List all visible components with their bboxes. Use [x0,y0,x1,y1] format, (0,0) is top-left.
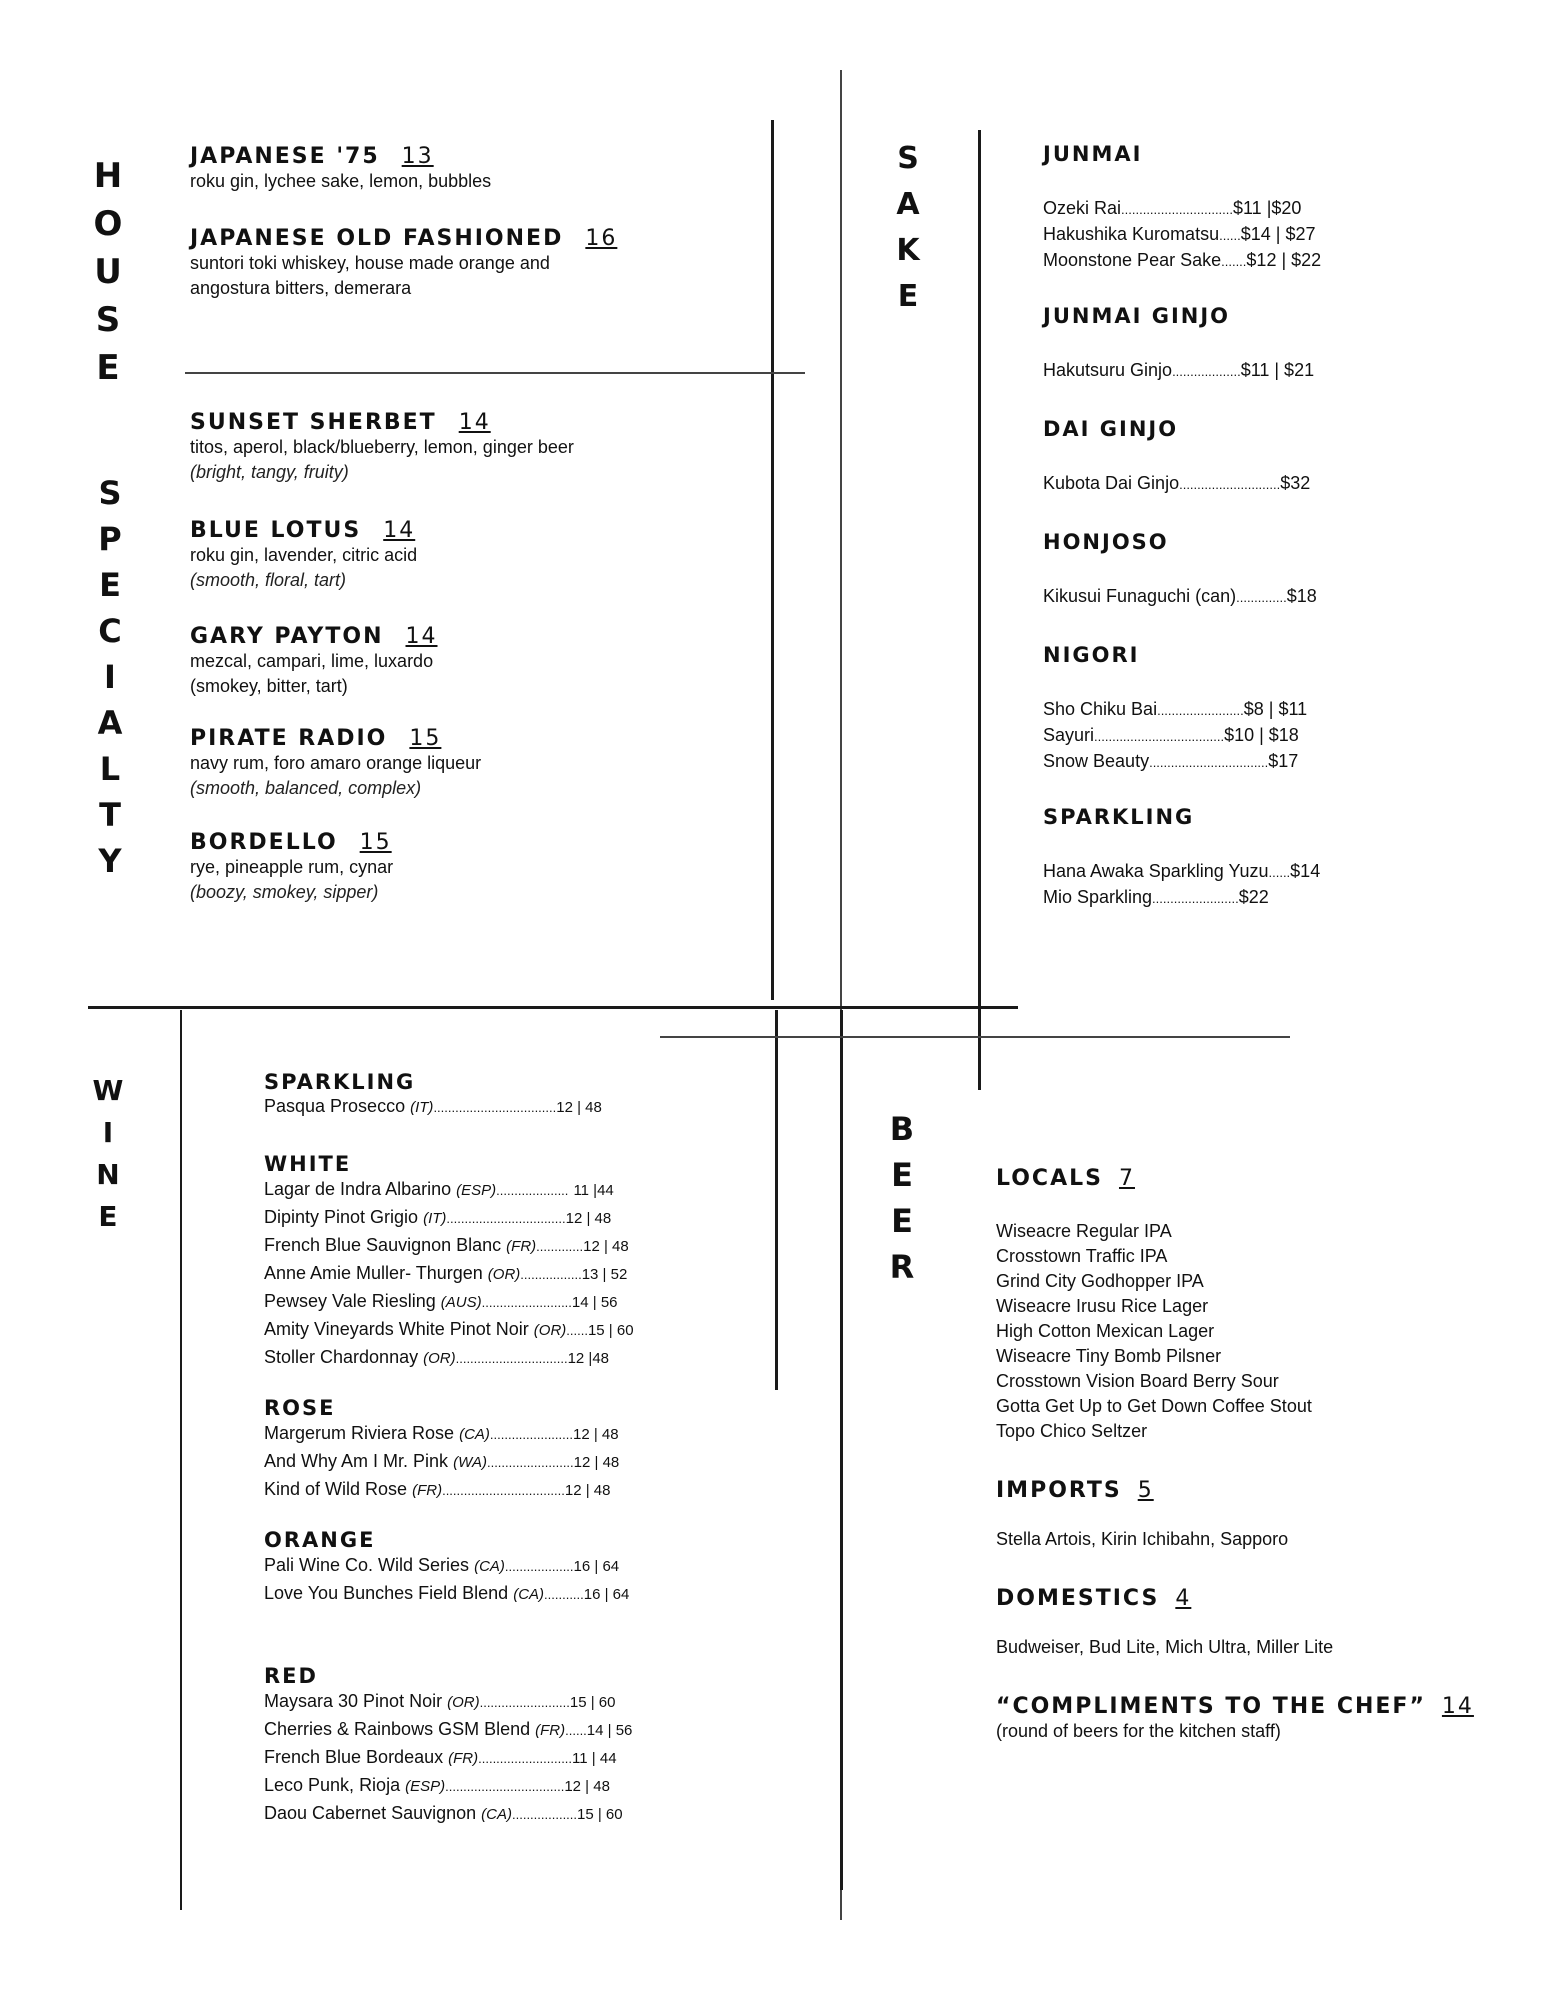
cocktail-item [190,144,491,194]
label-sake: S A K E [896,141,920,314]
sake-item: Hana Awaka Sparkling Yuzu......$14 [1043,861,1321,881]
cocktail-note: (smooth, balanced, complex) [190,778,422,798]
wine-item: Stoller Chardonnay (OR)...............................12 |48 [264,1347,610,1367]
sake-item: Kikusui Funaguchi (can)..............$18 [1043,586,1317,606]
beer-section-price: 14 [1441,1694,1474,1719]
cocktail-name: BLUE LOTUS [190,518,362,543]
divider-horizontal-house [185,372,805,374]
cocktail-desc: titos, aperol, black/blueberry, lemon, ginger beer [190,437,574,457]
beer-item: (round of beers for the kitchen staff) [996,1721,1281,1741]
sake-section-title: JUNMAI [1043,142,1143,166]
cocktail-price: 15 [359,830,392,855]
wine-section-rose [264,1396,619,1504]
cocktail-item [190,726,481,801]
sake-item: Mio Sparkling........................$22 [1043,887,1269,907]
sake-item: Sho Chiku Bai........................$8 | $11 [1043,699,1308,719]
beer-section-title: IMPORTS [996,1478,1122,1503]
wine-item: Dipinty Pinot Grigio (IT).................................12 | 48 [264,1207,612,1227]
sake-section-nigori [1043,643,1307,775]
cocktail-desc: (smokey, bitter, tart) [190,676,348,696]
cocktail-name: PIRATE RADIO [190,726,388,751]
cocktail-price: 14 [458,410,491,435]
wine-item: French Blue Bordeaux (FR)..........................11 | 44 [264,1747,617,1767]
wine-item: Lagar de Indra Albarino (ESP).................... 11 |44 [264,1179,614,1199]
divider-vertical-upper-right [978,130,981,1090]
beer-item: Gotta Get Up to Get Down Coffee Stout [996,1396,1312,1416]
wine-section-white [264,1152,634,1372]
cocktail-price: 16 [585,226,618,251]
sake-section-junmai-ginjo [1043,304,1314,384]
cocktail-name: GARY PAYTON [190,624,384,649]
divider-horizontal-beer [660,1036,1290,1038]
cocktail-desc: rye, pineapple rum, cynar [190,857,394,877]
wine-item: Daou Cabernet Sauvignon (CA)..................15 | 60 [264,1803,623,1823]
wine-item: Leco Punk, Rioja (ESP).................................12 | 48 [264,1775,610,1795]
cocktail-desc: navy rum, foro amaro orange liqueur [190,753,482,773]
sake-section-title: SPARKLING [1043,805,1195,829]
sake-item: Kubota Dai Ginjo............................$32 [1043,473,1311,493]
label-beer: B E E R [889,1110,915,1286]
divider-vertical-wine [180,1010,182,1910]
wine-section-red [264,1664,632,1828]
cocktail-name: JAPANESE '75 [190,144,380,169]
wine-section-title: RED [264,1664,318,1688]
wine-item: Amity Vineyards White Pinot Noir (OR)......15 | 60 [264,1319,634,1339]
divider-vertical-middle [775,1010,778,1390]
beer-item: Wiseacre Tiny Bomb Pilsner [996,1346,1222,1366]
wine-section-title: ROSE [264,1396,336,1420]
cocktail-price: 14 [405,624,438,649]
beer-section-domestics [996,1586,1333,1660]
cocktail-item [190,624,438,699]
cocktail-desc: roku gin, lavender, citric acid [190,545,418,565]
cocktail-item [190,518,417,593]
beer-section-imports [996,1478,1288,1552]
cocktail-name: BORDELLO [190,830,338,855]
sake-section-junmai [1043,142,1321,274]
wine-item: And Why Am I Mr. Pink (WA)........................12 | 48 [264,1451,620,1471]
beer-item: Grind City Godhopper IPA [996,1271,1204,1291]
wine-item: Cherries & Rainbows GSM Blend (FR)......14 | 56 [264,1719,633,1739]
beer-section-locals [996,1166,1312,1444]
wine-item: Anne Amie Muller- Thurgen (OR).................13 | 52 [264,1263,628,1283]
sake-item: Snow Beauty.................................$17 [1043,751,1299,771]
beer-item: Wiseacre Irusu Rice Lager [996,1296,1209,1316]
sake-item: Ozeki Rai...............................$11 |$20 [1043,198,1302,218]
wine-item: Pasqua Prosecco (IT)..................................12 | 48 [264,1096,602,1116]
cocktail-desc: suntori toki whiskey, house made orange and [190,253,550,273]
wine-section-orange [264,1528,629,1608]
cocktail-item [190,226,617,301]
beer-item: Topo Chico Seltzer [996,1421,1148,1441]
sake-section-title: NIGORI [1043,643,1140,667]
beer-item: Stella Artois, Kirin Ichibahn, Sapporo [996,1529,1289,1549]
cocktail-item [190,410,574,485]
beer-item: Crosstown Vision Board Berry Sour [996,1371,1279,1391]
cocktail-note: (bright, tangy, fruity) [190,462,349,482]
label-house: H O U S E [93,156,123,388]
cocktail-note: (smooth, floral, tart) [190,570,347,590]
wine-item: Margerum Riviera Rose (CA).......................12 | 48 [264,1423,619,1443]
beer-item: High Cotton Mexican Lager [996,1321,1215,1341]
beer-section-title: LOCALS [996,1166,1103,1191]
beer-section-price: 7 [1118,1166,1135,1191]
beer-item: Wiseacre Regular IPA [996,1221,1172,1241]
wine-section-title: SPARKLING [264,1070,416,1094]
sake-item: Hakushika Kuromatsu......$14 | $27 [1043,224,1316,244]
beer-section-title: “COMPLIMENTS TO THE CHEF” [996,1694,1426,1719]
sake-section-dai-ginjo [1043,417,1310,497]
cocktail-desc: mezcal, campari, lime, luxardo [190,651,434,671]
wine-section-title: ORANGE [264,1528,376,1552]
wine-section-sparkling [264,1070,602,1120]
sake-item: Sayuri....................................$10 | $18 [1043,725,1299,745]
wine-item: French Blue Sauvignon Blanc (FR).............12 | 48 [264,1235,629,1255]
wine-item: Pewsey Vale Riesling (AUS).........................14 | 56 [264,1291,618,1311]
sake-section-title: HONJOSO [1043,530,1169,554]
beer-section-price: 4 [1175,1586,1192,1611]
beer-section-chef [996,1694,1474,1744]
wine-item: Pali Wine Co. Wild Series (CA)...................16 | 64 [264,1555,620,1575]
cocktail-price: 15 [409,726,442,751]
label-specialty: S P E C I A L T Y [97,474,123,880]
beer-section-price: 5 [1137,1478,1154,1503]
divider-vertical-beer [840,1010,843,1890]
sake-item: Hakutsuru Ginjo...................$11 | $21 [1043,360,1315,380]
beer-section-title: DOMESTICS [996,1586,1160,1611]
cocktail-name: SUNSET SHERBET [190,410,437,435]
cocktail-desc: roku gin, lychee sake, lemon, bubbles [190,171,492,191]
beer-item: Budweiser, Bud Lite, Mich Ultra, Miller Lite [996,1637,1334,1657]
cocktail-price: 13 [401,144,434,169]
sake-item: Moonstone Pear Sake.......$12 | $22 [1043,250,1322,270]
divider-vertical-upper-left [771,120,774,1000]
cocktail-name: JAPANESE OLD FASHIONED [190,226,564,251]
wine-item: Kind of Wild Rose (FR)..................................12 | 48 [264,1479,611,1499]
cocktail-note: (boozy, smokey, sipper) [190,882,379,902]
wine-section-title: WHITE [264,1152,352,1176]
divider-horizontal-main [88,1006,1018,1009]
cocktail-desc: angostura bitters, demerara [190,278,412,298]
sake-section-title: DAI GINJO [1043,417,1179,441]
cocktail-item [190,830,393,905]
label-wine: W I N E [92,1074,124,1233]
sake-section-title: JUNMAI GINJO [1043,304,1231,328]
wine-item: Love You Bunches Field Blend (CA)...........16 | 64 [264,1583,630,1603]
beer-item: Crosstown Traffic IPA [996,1246,1168,1266]
sake-section-sparkling [1043,805,1320,911]
sake-section-honjoso [1043,530,1317,610]
cocktail-price: 14 [383,518,416,543]
wine-item: Maysara 30 Pinot Noir (OR).........................15 | 60 [264,1691,616,1711]
